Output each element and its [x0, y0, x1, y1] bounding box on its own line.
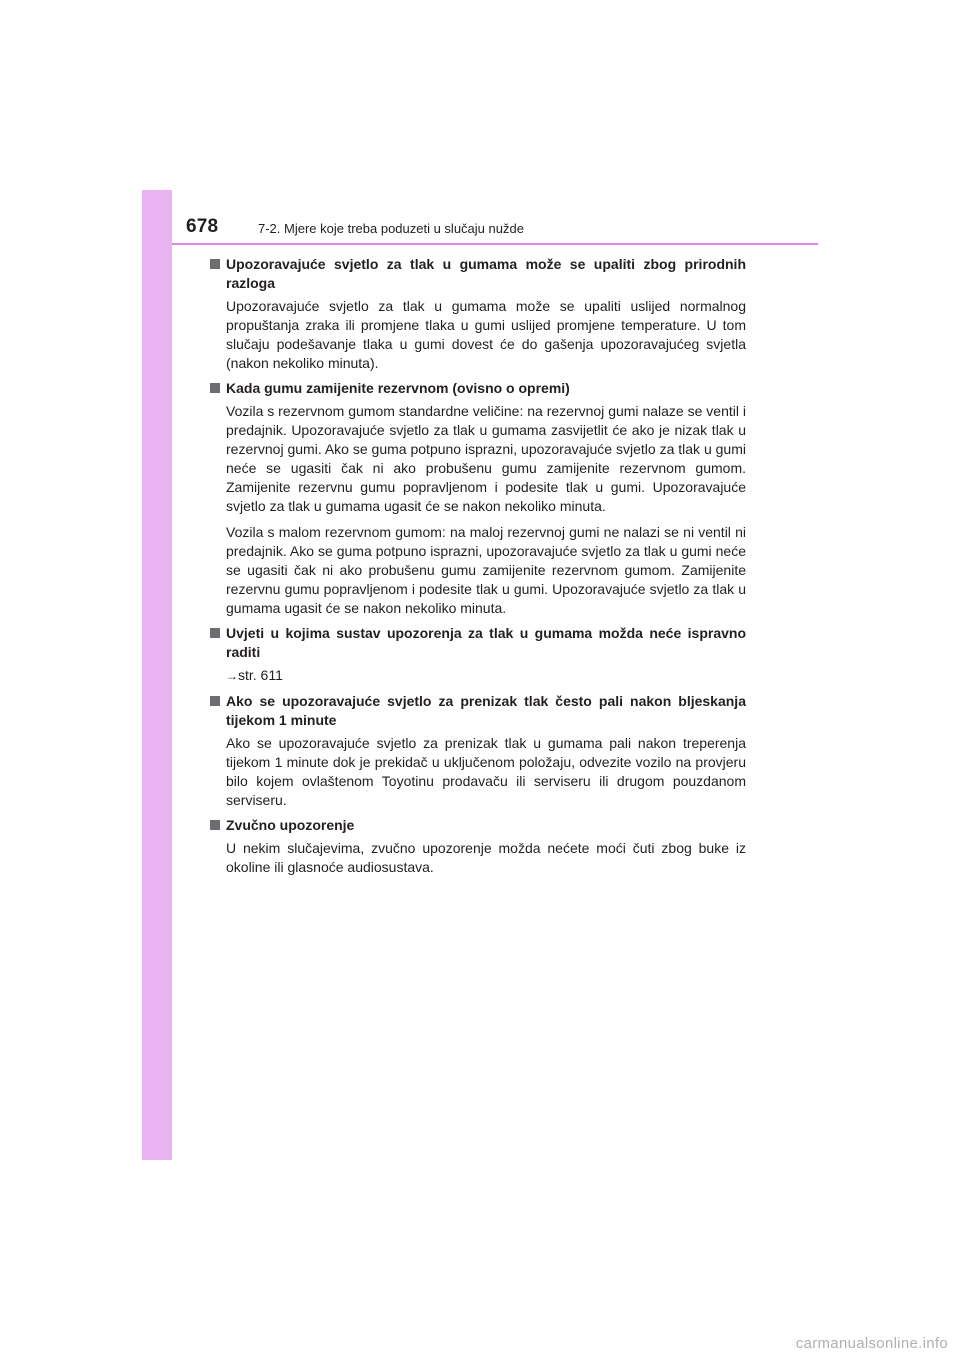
section-spare-tire: [210, 379, 746, 618]
square-bullet-icon: [210, 820, 220, 830]
section-heading-text: Zvučno upozorenje: [226, 817, 355, 833]
section-flashing-light: [210, 692, 746, 810]
section-paragraph: Upozoravajuće svjetlo za tlak u gumama može se upaliti uslijed normalnog propuštanja zraka ili promjene tlaka u gumi uslijed promjene temperature. U tom slučaju podešavanje tlaka u gumi dovest će do gašenja upozoravajućeg svjetla (nakon nekoliko minuta).: [226, 298, 746, 371]
square-bullet-icon: [210, 383, 220, 393]
chapter-title: 7-2. Mjere koje treba poduzeti u slučaju nužde: [258, 221, 524, 236]
section-audible-warning: [210, 816, 746, 877]
section-heading: [210, 816, 746, 835]
section-heading-text: Kada gumu zamijenite rezervnom (ovisno o opremi): [226, 380, 570, 396]
square-bullet-icon: [210, 259, 220, 269]
section-paragraph: Ako se upozoravajuće svjetlo za prenizak tlak u gumama pali nakon treperenja tijekom 1 minute dok je prekidač u uključenom položaju, odvezite vozilo na provjeru bilo kojem ovlaštenom Toyotinu prodavaču ili serviseru ili drugom pouzdanom serviseru.: [226, 735, 746, 808]
section-heading-text: Ako se upozoravajuće svjetlo za prenizak tlak često pali nakon bljeskanja tijekom 1 minute: [226, 693, 746, 728]
section-paragraph: U nekim slučajevima, zvučno upozorenje možda nećete moći čuti zbog buke iz okoline ili glasnoće audiosustava.: [226, 840, 746, 875]
section-heading-text: Uvjeti u kojima sustav upozorenja za tlak u gumama možda neće ispravno raditi: [226, 625, 746, 660]
page-reference-link[interactable]: str. 611: [238, 667, 283, 683]
section-heading: [210, 379, 746, 398]
section-heading: [210, 255, 746, 293]
watermark: carmanualsonline.info: [795, 1335, 948, 1352]
arrow-right-icon: →: [226, 669, 238, 683]
section-paragraph: Vozila s malom rezervnom gumom: na maloj rezervnoj gumi ne nalazi se ni ventil ni predajnik. Ako se guma potpuno isprazni, upozoravajuće svjetlo za tlak u gumi neće se ugasiti čak ni ako probušenu gumu zamijenite rezervnom gumom. Zamijenite rezervnu gumu popravljenom i podesite tlak u gumi. Upozoravajuće svjetlo za tlak u gumama ugasit će se nakon nekoliko minuta.: [226, 524, 746, 616]
section-heading: [210, 692, 746, 730]
section-paragraph: Vozila s rezervnom gumom standardne veličine: na rezervnoj gumi nalaze se ventil i predajnik. Upozoravajuće svjetlo za tlak u gumama zasvijetlit će ako je nizak tlak u rezervnoj gumi. Ako se guma potpuno isprazni, upozoravajuće svjetlo za tlak u gumi neće se ugasiti čak ni ako probušenu gumu zamijenite rezervnom gumom. Zamijenite rezervnu gumu popravljenom i podesite tlak u gumi. Upozoravajuće svjetlo za tlak u gumama ugasit će se nakon nekoliko minuta.: [226, 403, 746, 514]
section-heading-text: Upozoravajuće svjetlo za tlak u gumama može se upaliti zbog prirodnih razloga: [226, 256, 746, 291]
side-color-band: [142, 190, 172, 1160]
square-bullet-icon: [210, 696, 220, 706]
page-content: [210, 255, 746, 883]
header-rule: [172, 243, 818, 245]
square-bullet-icon: [210, 628, 220, 638]
page-number: 678: [186, 216, 219, 237]
page-reference: [226, 666, 746, 686]
page-header: [142, 190, 818, 244]
section-malfunction-conditions: [210, 624, 746, 686]
header-tab: [142, 190, 172, 244]
section-natural-causes: [210, 255, 746, 373]
section-heading: [210, 624, 746, 662]
